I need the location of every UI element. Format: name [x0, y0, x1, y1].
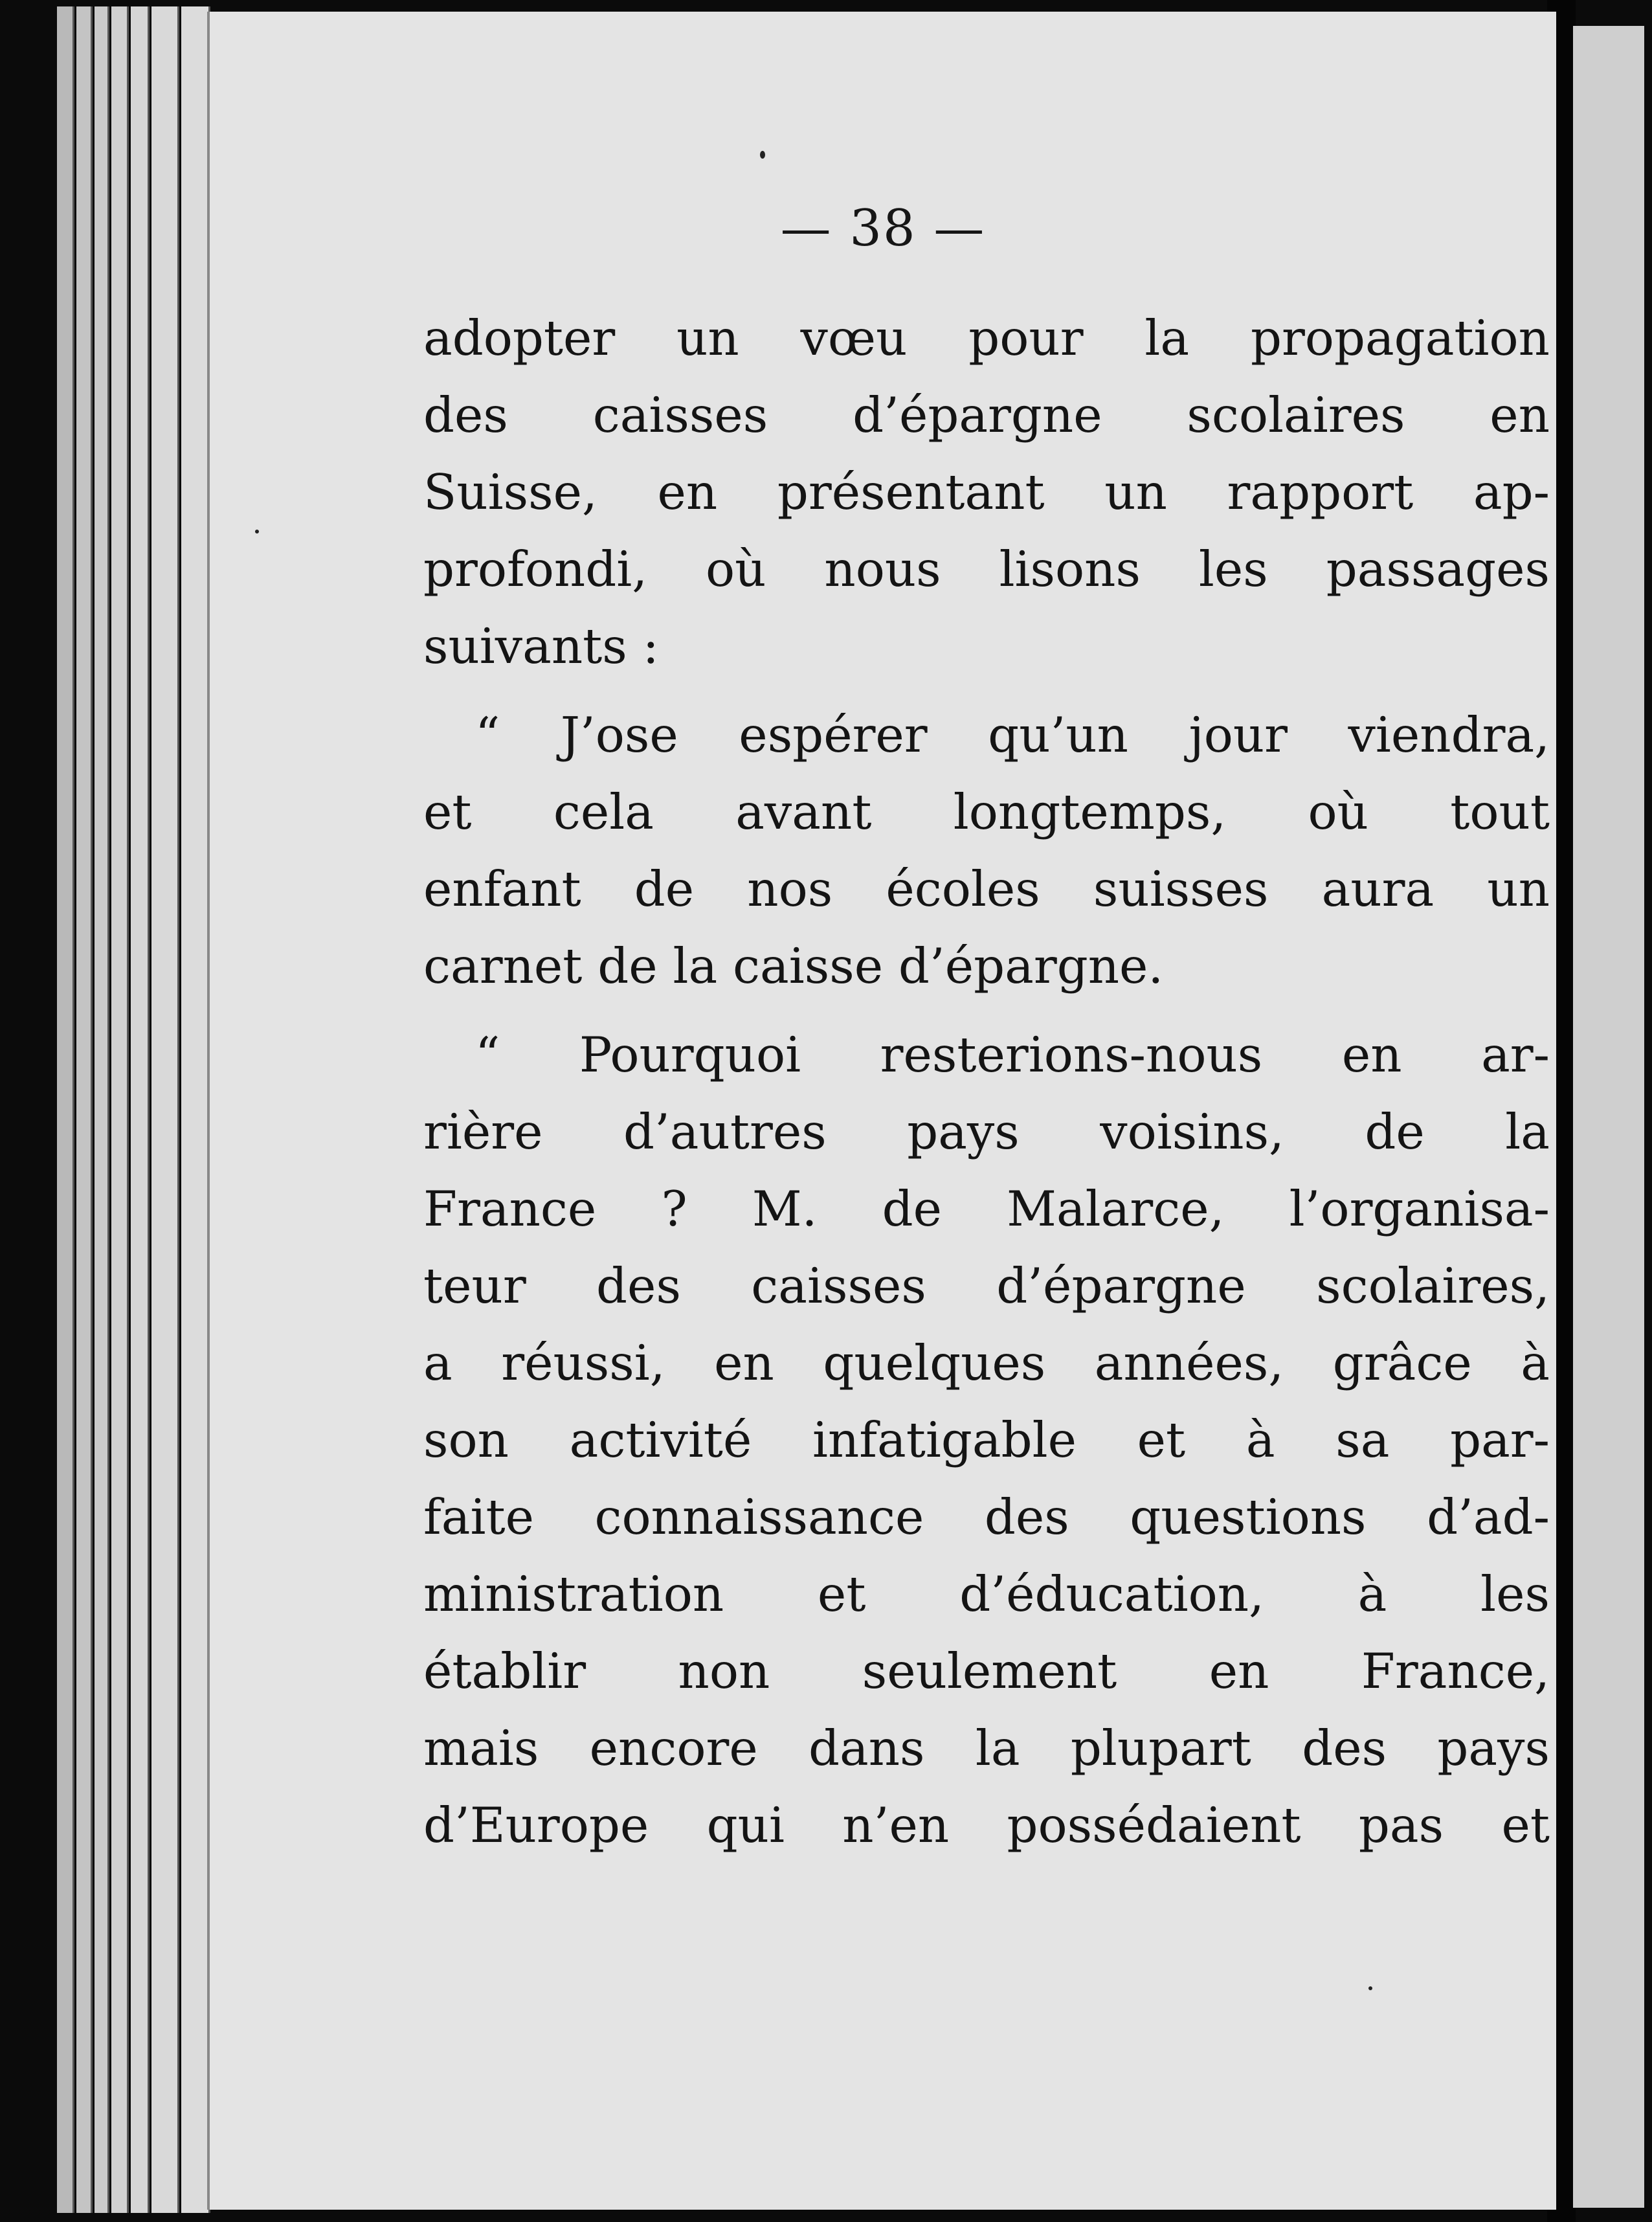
- text-line: rière d’autres pays voisins, de la: [423, 1103, 1550, 1160]
- text-line: établir non seulement en France,: [423, 1643, 1550, 1700]
- text-line: “ J’ose espérer qu’un jour viendra,: [475, 706, 1550, 763]
- text-line: mais encore dans la plupart des pays: [423, 1720, 1550, 1777]
- page-body: [423, 300, 1550, 1864]
- text-line: son activité infatigable et à sa par-: [423, 1411, 1550, 1468]
- text-line: et cela avant longtemps, où tout: [423, 783, 1550, 840]
- paragraph: [423, 1016, 1550, 1864]
- text-line: faite connaissance des questions d’ad-: [423, 1488, 1550, 1545]
- text-line: des caisses d’épargne scolaires en: [423, 387, 1550, 443]
- scan-speck: [255, 530, 259, 533]
- text-line: teur des caisses d’épargne scolaires,: [423, 1257, 1550, 1314]
- paragraph-spacer: [423, 1005, 1550, 1016]
- text-line: carnet de la caisse d’épargne.: [423, 937, 1164, 994]
- page-edge: [76, 6, 93, 2213]
- page-edge: [131, 6, 150, 2213]
- text-line: suivants :: [423, 618, 659, 675]
- text-line: d’Europe qui n’en possédaient pas et: [423, 1797, 1550, 1854]
- paragraph: [423, 300, 1550, 685]
- page-edge: [111, 6, 129, 2213]
- paragraph-spacer: [423, 685, 1550, 697]
- text-line: adopter un vœu pour la propagation: [423, 309, 1550, 366]
- text-line: France ? M. de Malarce, l’organisa-: [423, 1180, 1550, 1237]
- scan-speck: [1368, 1986, 1372, 1990]
- text-line: a réussi, en quelques années, grâce à: [423, 1334, 1550, 1391]
- page-number: — 38 —: [780, 199, 986, 258]
- page-edge: [57, 6, 74, 2213]
- text-line: profondi, où nous lisons les passages: [423, 541, 1550, 598]
- paragraph: [423, 697, 1550, 1005]
- book-page: [207, 12, 1556, 2210]
- page-edge: [151, 6, 179, 2213]
- text-line: Suisse, en présentant un rapport ap-: [423, 464, 1550, 521]
- page-edge: [95, 6, 109, 2213]
- adjacent-page-edge: [1573, 26, 1644, 2208]
- page-edge: [181, 6, 210, 2213]
- text-line: ministration et d’éducation, à les: [423, 1566, 1550, 1622]
- scan-speck: [760, 151, 765, 159]
- text-line: “ Pourquoi resterions-nous en ar-: [475, 1026, 1550, 1083]
- text-line: enfant de nos écoles suisses aura un: [423, 860, 1550, 917]
